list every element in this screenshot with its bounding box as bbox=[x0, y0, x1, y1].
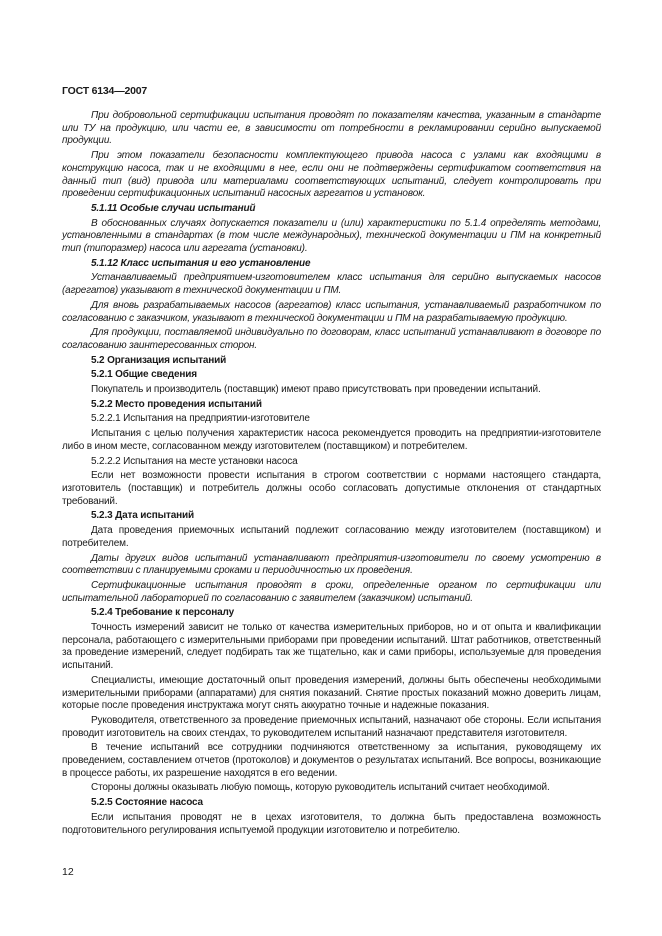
paragraph: Испытания с целью получения характеристик насоса рекомендуется проводить на предприятии-изготовителе либо в ином месте, согласованном между изготовителем (поставщиком) и потребителем. bbox=[62, 428, 601, 452]
section-heading: 5.1.11 Особые случаи испытаний bbox=[91, 202, 256, 214]
paragraph: Для вновь разрабатываемых насосов (агрегатов) класс испытания, устанавливаемый разработчиком по согласованию с заказчиком, указывают в технической документации и ПМ на разрабатываемую продукцию. bbox=[62, 299, 601, 324]
paragraph: Специалисты, имеющие достаточный опыт проведения измерений, должны быть обеспечены необходимыми измерительными приборами (аппаратами) для снятия показаний. Снятие простых показаний можно доверить лицам, которые после проведения инструктажа могут снять аккуратно точные и надежные показания. bbox=[62, 674, 601, 712]
paragraph: Устанавливаемый предприятием-изготовителем класс испытания для серийно выпускаемых насосов (агрегатов) указывают в технической документации и ПМ. bbox=[62, 272, 601, 297]
paragraph: Руководителя, ответственного за проведение приемочных испытаний, назначают обе стороны. Если испытания проводит изготовитель на своих стендах, то руководителем испытаний назначают представителя изготовителя. bbox=[62, 714, 601, 739]
paragraph: Если испытания проводят не в цехах изготовителя, то должна быть предоставлена возможность подготовительного регулирования испытуемой продукции изготовителю и потребителю. bbox=[62, 811, 601, 836]
paragraph: Сертификационные испытания проводят в сроки, определенные органом по сертификации или испытательной лабораторией по согласованию с заявителем (заказчиком) испытаний. bbox=[62, 579, 601, 604]
document-header: ГОСТ 6134—2007 bbox=[62, 85, 148, 97]
paragraph: Покупатель и производитель (поставщик) имеют право присутствовать при проведении испытаний. bbox=[91, 384, 541, 396]
section-heading: 5.2.4 Требование к персоналу bbox=[91, 607, 235, 619]
paragraph: В обоснованных случаях допускается показатели и (или) характеристики по 5.1.4 определять методами, установленными в стандартах (в том числе международных), технической документации и ПМ на конкретный тип (типоразмер) насоса или агрегата (установки). bbox=[62, 217, 601, 255]
document-body bbox=[62, 110, 601, 839]
paragraph: 5.2.2.2 Испытания на месте установки насоса bbox=[91, 455, 298, 467]
paragraph: Точность измерений зависит не только от качества измерительных приборов, но и от опыта и квалификации персонала, работающего с измерительными приборами при проведении испытаний. Штат работников, ответственный за проведение измерений, следует подбирать так же тщательно, как и сами приборы, используемые для проведения испытаний. bbox=[62, 622, 601, 672]
paragraph: При этом показатели безопасности комплектующего привода насоса с узлами как входящими в конструкцию насоса, так и не входящими в нее, если они не подтверждены сертификатом соответствия на данный тип (вид) привода или материалами соответствующих испытаний, следует контролировать при проведении сертификационных испытаний насосных агрегатов и установок. bbox=[62, 150, 601, 200]
paragraph: Даты других видов испытаний устанавливают предприятия-изготовители по своему усмотрению в соответствии с планируемыми сроками и периодичностью их проведения. bbox=[62, 552, 601, 577]
section-heading: 5.1.12 Класс испытания и его установление bbox=[91, 257, 311, 269]
section-heading: 5.2.3 Дата испытаний bbox=[91, 510, 195, 522]
paragraph: При добровольной сертификации испытания проводят по показателям качества, указанным в стандарте или ТУ на продукцию, или части ее, в зависимости от потребности в рекламировании серийно выпускаемой продукции. bbox=[62, 110, 601, 147]
paragraph: Стороны должны оказывать любую помощь, которую руководитель испытаний считает необходимой. bbox=[91, 782, 550, 794]
paragraph: 5.2.2.1 Испытания на предприятии-изготовителе bbox=[91, 413, 310, 425]
paragraph: В течение испытаний все сотрудники подчиняются ответственному за испытания, руководящему их проведением, составлением отчетов (протоколов) и документов о результатах испытаний. Все вопросы, возникающие в процессе работы, их разрешение находятся в его ведении. bbox=[62, 742, 601, 779]
section-heading: 5.2.5 Состояние насоса bbox=[91, 797, 203, 809]
section-heading: 5.2 Организация испытаний bbox=[91, 354, 227, 366]
section-heading: 5.2.1 Общие сведения bbox=[91, 369, 197, 381]
paragraph: Если нет возможности провести испытания в строгом соответствии с нормами настоящего стандарта, изготовитель (поставщик) и потребитель должны особо согласовать допустимые отклонения от стандартных требований. bbox=[62, 470, 601, 507]
paragraph: Дата проведения приемочных испытаний подлежит согласованию между изготовителем (поставщиком) и потребителем. bbox=[62, 525, 601, 549]
paragraph: Для продукции, поставляемой индивидуально по договорам, класс испытаний устанавливают в договоре по согласованию заинтересованных сторон. bbox=[62, 327, 601, 351]
section-heading: 5.2.2 Место проведения испытаний bbox=[91, 398, 262, 410]
page-number: 12 bbox=[62, 866, 74, 878]
